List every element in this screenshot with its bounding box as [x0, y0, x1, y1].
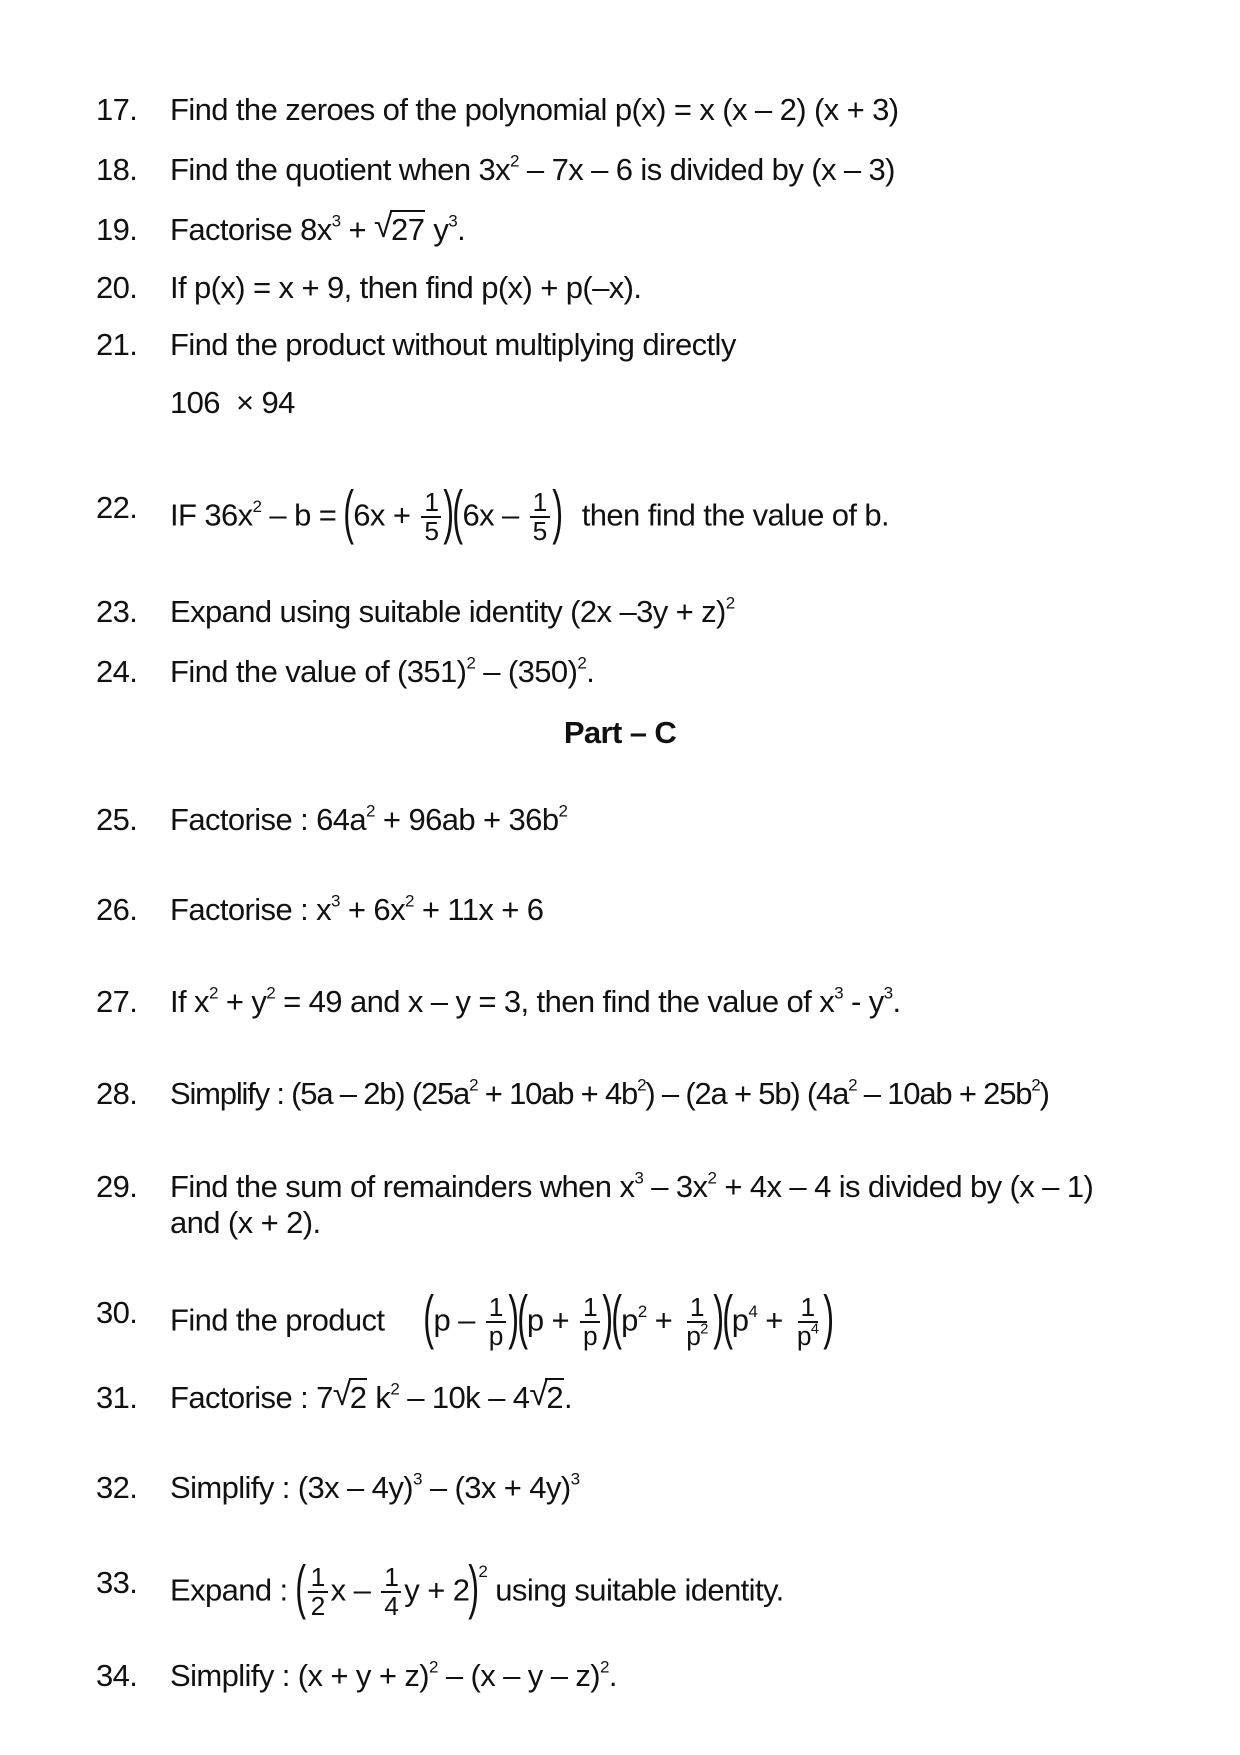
square-root: √ 2 [529, 1375, 564, 1415]
question-number: 29. [96, 1169, 138, 1204]
question-text: Factorise : 7 √ 2 $k^2 - 10k - 4$ √ 2. [170, 1378, 1170, 1418]
question-text: Simplify : (5a – 2b) $(25a^2 + 10ab + 4b^2) - (2a + 5b)$ $(4a^2 - 10ab + 25b^2)$ [170, 1075, 1049, 1111]
part-c-heading: Part – C [563, 715, 677, 750]
question-text: If p(x) = x + 9, then find p(x) + p(–x). [170, 270, 642, 305]
question-number: 23. [96, 594, 138, 629]
question-text: Find the quotient when $3x^2 - 7x - 6$ is divided by (x – 3) [170, 151, 895, 187]
question-number: 31. [96, 1380, 138, 1415]
question-21-expression: 106 × 94 [170, 385, 295, 420]
question-text: Factorise : $x^3 + 6x^2 + 11x + 6$ [170, 891, 544, 927]
question-text: Find the product (p – $\frac{1}{p}$ )(p + $\frac{1}{p}$ )($p^2$ + $\frac{1}{p^2}$ )($p^4$ + $\frac{1}{p^4}$ ) [170, 1285, 835, 1352]
question-text: Find the zeroes of the polynomial p(x) = x (x – 2) (x + 3) [170, 92, 899, 127]
question-number: 22. [96, 490, 138, 525]
question-text: If $x^2 + y^2 = 49$ and x – y = 3, then find the value of $x^3 - y^3$. [170, 983, 901, 1019]
question-number: 33. [96, 1565, 138, 1600]
question-text: Factorise $8x^3$ + √ 27 $y^3$. [170, 210, 1170, 250]
question-text: Expand : ( $\frac{1}{2}$ x – $\frac{1}{4}$ y + 2)$^2$ using suitable identity. [170, 1555, 784, 1622]
question-number: 17. [96, 92, 138, 127]
question-number: 30. [96, 1295, 138, 1330]
question-text: IF $36x^2 - b = (6x$ + $\frac{1}{5}$ )(6x – $\frac{1}{5}$ ) then find the value of b. [170, 480, 890, 547]
question-text: Simplify : $(3x - 4y)^3 - (3x + 4y)^3$ [170, 1469, 580, 1505]
question-text: Simplify : $(x + y + z)^2 - (x - y - z)^2$. [170, 1657, 617, 1693]
square-root: √ 27 [374, 207, 425, 247]
question-29-continuation: and (x + 2). [170, 1205, 321, 1240]
question-number: 26. [96, 892, 138, 927]
question-number: 25. [96, 802, 138, 837]
question-text: Expand using suitable identity (2x –3y + z)$^2$ [170, 593, 735, 629]
question-text: Find the value of $(351)^2 - (350)^2$. [170, 653, 595, 689]
question-number: 27. [96, 984, 138, 1019]
question-text: Find the product without multiplying directly [170, 327, 736, 362]
question-number: 18. [96, 152, 138, 187]
question-number: 34. [96, 1658, 138, 1693]
square-root: √ 2 [332, 1375, 367, 1415]
question-number: 19. [96, 212, 138, 247]
question-number: 32. [96, 1470, 138, 1505]
question-number: 21. [96, 327, 138, 362]
question-number: 24. [96, 654, 138, 689]
question-text: Find the sum of remainders when $x^3 - 3x^2 + 4x - 4$ is divided by (x – 1) [170, 1168, 1094, 1204]
question-number: 28. [96, 1076, 138, 1111]
question-text: Factorise : $64a^2 + 96ab + 36b^2$ [170, 801, 568, 837]
question-number: 20. [96, 270, 138, 305]
